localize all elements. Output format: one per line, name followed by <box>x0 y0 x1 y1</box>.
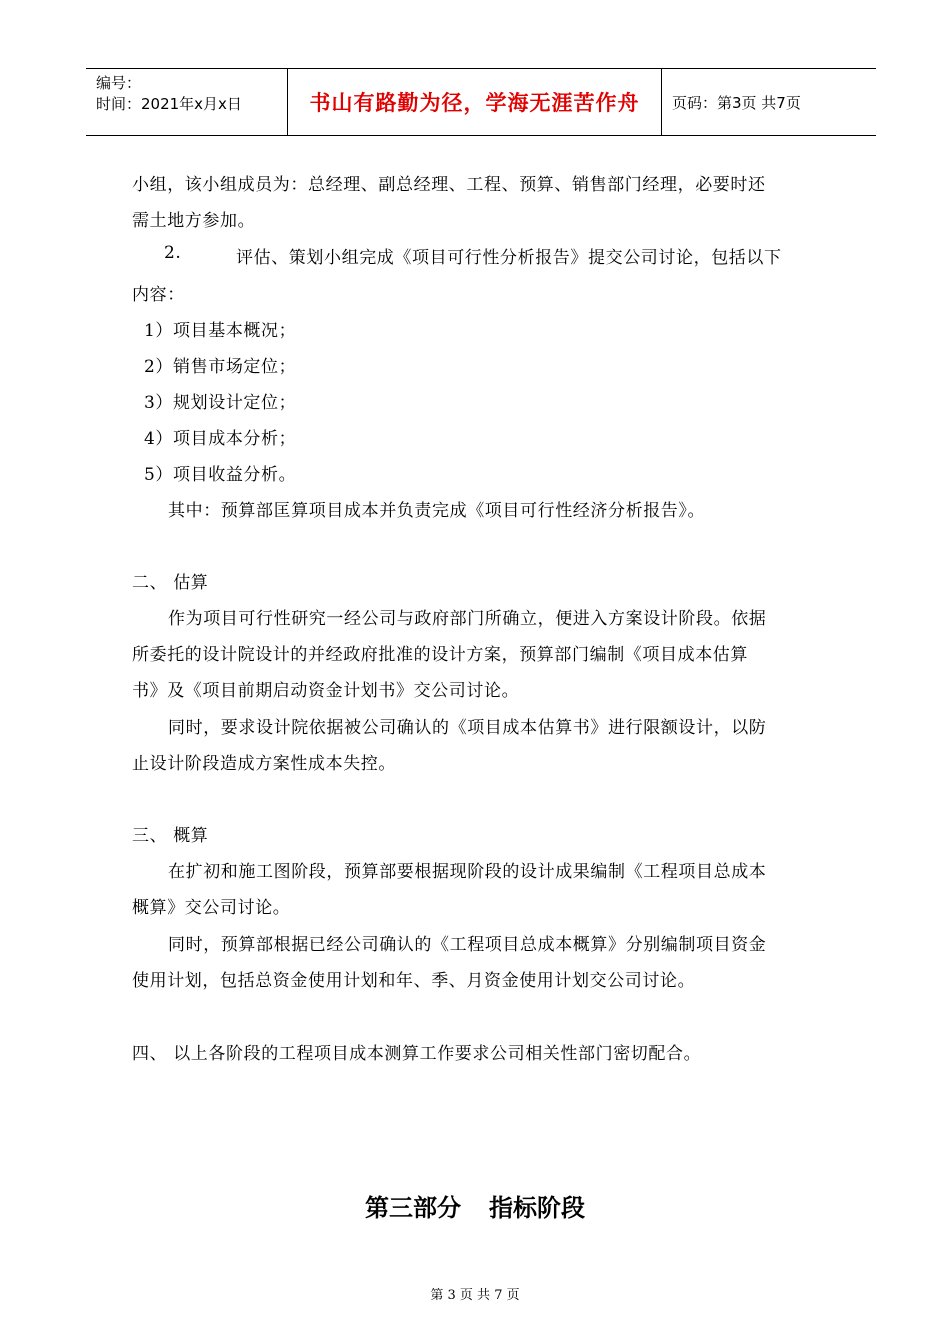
list-item: 1）项目基本概况； <box>144 321 297 341</box>
body-line: 小组，该小组成员为：总经理、副总经理、工程、预算、销售部门经理，必要时还 <box>132 175 766 195</box>
part-heading-title: 指标阶段 <box>489 1194 585 1222</box>
list-item: 5）项目收益分析。 <box>144 465 297 485</box>
body-line: 书》及《项目前期启动资金计划书》交公司讨论。 <box>132 681 520 701</box>
body-line: 需土地方参加。 <box>132 211 256 231</box>
motto-text: 书山有路勤为径，学海无涯苦作舟 <box>309 91 640 115</box>
list-item: 2）销售市场定位； <box>144 357 297 377</box>
document-header <box>86 68 876 136</box>
list-item: 3）规划设计定位； <box>144 393 297 413</box>
body-line: 内容： <box>132 285 185 305</box>
list-number: 2. <box>164 243 182 263</box>
number-label: 编号： <box>96 74 142 92</box>
body-line: 概算》交公司讨论。 <box>132 898 291 918</box>
part-heading-number: 第三部分 <box>365 1194 461 1222</box>
body-line: 在扩初和施工图阶段，预算部要根据现阶段的设计成果编制《工程项目总成本 <box>168 862 767 882</box>
note-line: 其中：预算部匡算项目成本并负责完成《项目可行性经济分析报告》。 <box>168 501 706 521</box>
body-line: 同时，要求设计院依据被公司确认的《项目成本估算书》进行限额设计，以防 <box>168 718 767 738</box>
body-line: 作为项目可行性研究一经公司与政府部门所确立，便进入方案设计阶段。依据 <box>168 609 767 629</box>
body-line: 同时，预算部根据已经公司确认的《工程项目总成本概算》分别编制项目资金 <box>168 935 767 955</box>
header-motto-cell <box>288 69 662 135</box>
body-line: 止设计阶段造成方案性成本失控。 <box>132 754 396 774</box>
section-heading: 四、 以上各阶段的工程项目成本测算工作要求公司相关性部门密切配合。 <box>132 1044 702 1064</box>
body-line: 评估、策划小组完成《项目可行性分析报告》提交公司讨论，包括以下 <box>236 248 782 268</box>
page-label: 页码：第3页 共7页 <box>672 93 801 112</box>
header-meta <box>86 69 288 135</box>
time-label: 时间：2021年x月x日 <box>96 95 242 113</box>
page-footer: 第 3 页 共 7 页 <box>430 1288 520 1303</box>
header-page-cell <box>662 69 876 135</box>
part-heading <box>0 1188 950 1223</box>
body-line: 使用计划，包括总资金使用计划和年、季、月资金使用计划交公司讨论。 <box>132 971 696 991</box>
body-line: 所委托的设计院设计的并经政府批准的设计方案，预算部门编制《项目成本估算 <box>132 645 748 665</box>
list-item: 4）项目成本分析； <box>144 429 297 449</box>
section-heading: 三、 概算 <box>132 826 209 846</box>
section-heading: 二、 估算 <box>132 573 209 593</box>
